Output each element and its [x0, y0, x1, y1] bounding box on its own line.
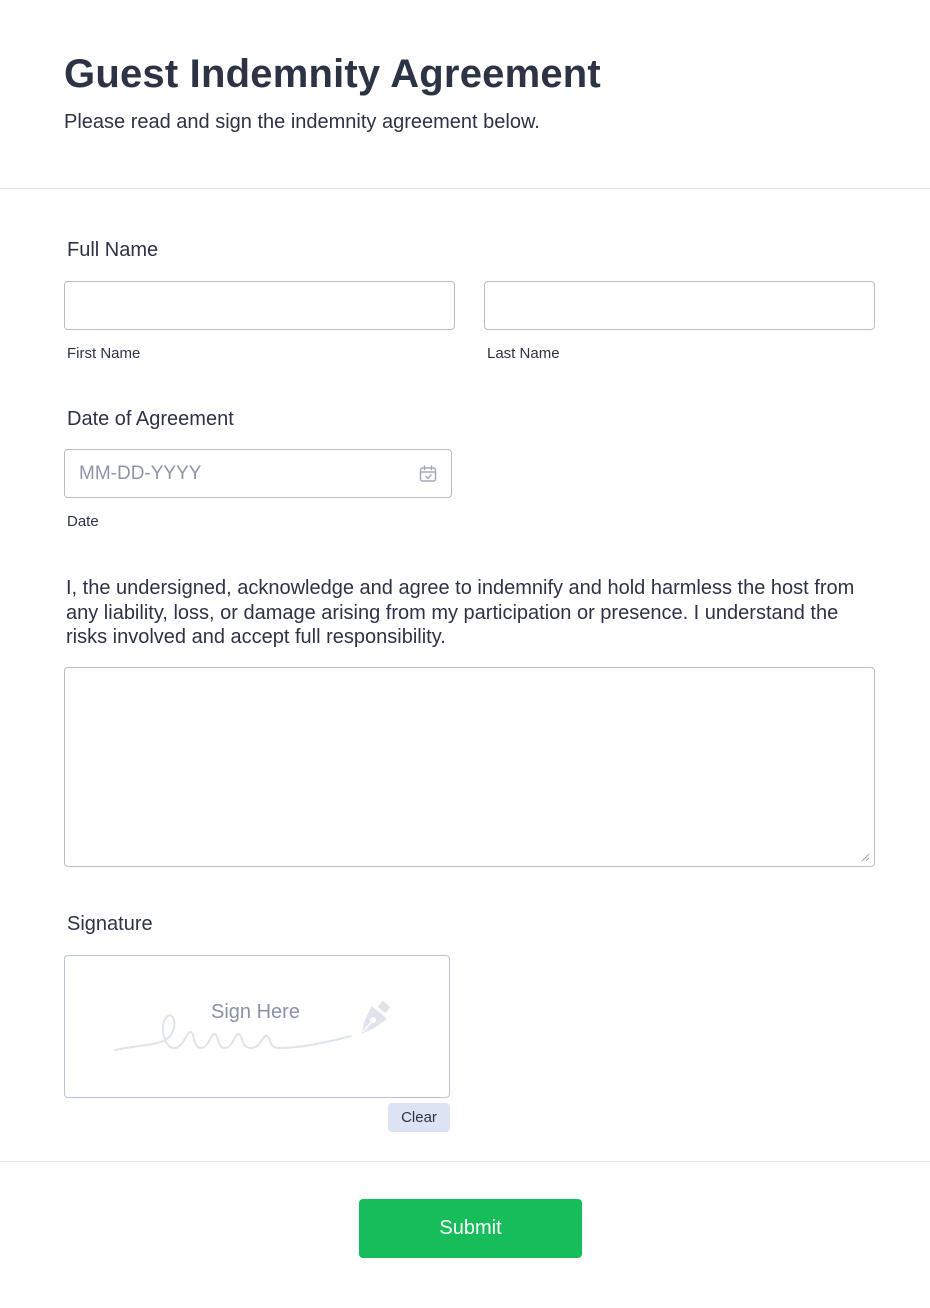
submit-button[interactable]: Submit [359, 1199, 582, 1258]
signature-pad[interactable] [64, 955, 450, 1098]
agreement-textarea-field[interactable] [64, 667, 875, 867]
clear-signature-button[interactable]: Clear [388, 1103, 450, 1132]
resize-handle-icon[interactable] [860, 852, 870, 862]
date-sublabel: Date [67, 513, 99, 530]
first-name-input[interactable] [65, 282, 454, 329]
agreement-textarea[interactable] [65, 668, 874, 866]
signature-label: Signature [67, 913, 153, 935]
footer-divider [0, 1161, 930, 1162]
date-field[interactable] [64, 449, 452, 498]
first-name-field[interactable] [64, 281, 455, 330]
pen-nib-icon [349, 996, 397, 1044]
last-name-sublabel: Last Name [487, 345, 560, 362]
agreement-text: I, the undersigned, acknowledge and agree to indemnify and hold harmless the host from any liability, loss, or damage arising from my participation or presence. I understand the risks involved and accept full responsibility. [66, 577, 855, 648]
last-name-field[interactable] [484, 281, 875, 330]
page-title: Guest Indemnity Agreement [64, 52, 601, 96]
last-name-input[interactable] [485, 282, 874, 329]
sign-here-placeholder: Sign Here [211, 1001, 300, 1023]
date-label: Date of Agreement [67, 408, 234, 430]
full-name-label: Full Name [67, 239, 159, 261]
form-header [0, 0, 930, 189]
first-name-sublabel: First Name [67, 345, 141, 362]
calendar-icon[interactable] [418, 464, 438, 484]
page-subtitle: Please read and sign the indemnity agreement below. [64, 111, 540, 133]
date-input[interactable] [65, 450, 451, 497]
